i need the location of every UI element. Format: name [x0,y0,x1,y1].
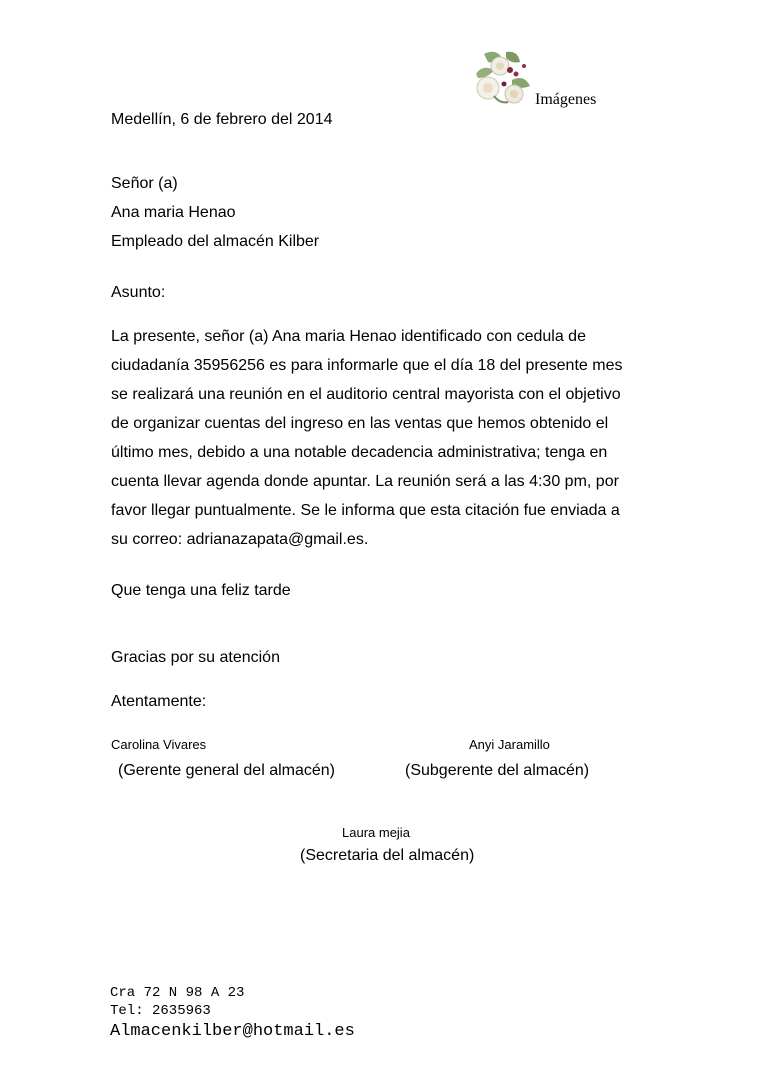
signature-title-2: (Subgerente del almacén) [405,762,590,779]
body-line: se realizará una reunión en el auditorio central mayorista con el objetivo [111,386,621,403]
recipient-position: Empleado del almacén Kilber [111,233,320,250]
signature-name-2: Anyi Jaramillo [469,737,550,752]
footer-phone: Tel: 2635963 [110,1003,211,1019]
footer-address: Cra 72 N 98 A 23 [110,985,245,1001]
footer-email: Almacenkilber@hotmail.es [110,1022,355,1041]
signature-name-3: Laura mejia [342,825,410,840]
subject-label: Asunto: [111,284,166,301]
signature-name-1: Carolina Vivares [111,737,207,752]
signature-title-1: (Gerente general del almacén) [118,762,336,779]
body-line: favor llegar puntualmente. Se le informa que esta citación fue enviada a [111,502,620,519]
body-line: cuenta llevar agenda donde apuntar. La reunión será a las 4:30 pm, por [111,473,619,490]
images-label: Imágenes [535,91,597,108]
flower-image [466,44,538,108]
body-line: su correo: adrianazapata@gmail.es. [111,531,369,548]
recipient-salutation: Señor (a) [111,175,178,192]
closing-regards: Atentamente: [111,693,207,710]
body-line: de organizar cuentas del ingreso en las ventas que hemos obtenido el [111,415,609,432]
body-line: último mes, debido a una notable decadencia administrativa; tenga en [111,444,608,461]
closing-thanks: Gracias por su atención [111,649,280,666]
body-line: La presente, señor (a) Ana maria Henao identificado con cedula de [111,328,586,345]
date-line: Medellín, 6 de febrero del 2014 [111,111,333,128]
body-line: ciudadanía 35956256 es para informarle que el día 18 del presente mes [111,357,623,374]
closing-wish: Que tenga una feliz tarde [111,582,291,599]
recipient-name: Ana maria Henao [111,204,236,221]
signature-title-3: (Secretaria del almacén) [300,847,475,864]
